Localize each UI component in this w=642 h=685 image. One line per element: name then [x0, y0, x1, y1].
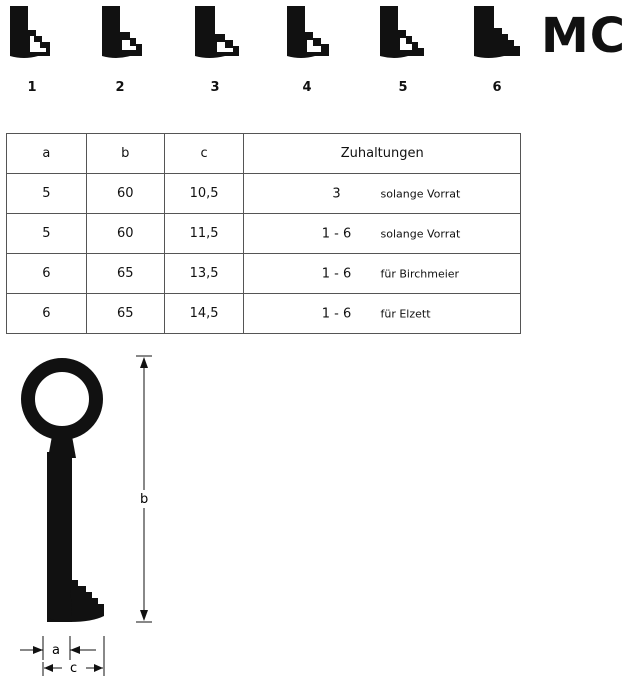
key-silhouette-icon	[28, 365, 104, 622]
zuhaltungen-value: 3	[332, 186, 341, 201]
cell-b: 65	[86, 294, 164, 334]
zuhaltungen-note: solange Vorrat	[380, 187, 461, 200]
key-bit-variant-6-icon	[474, 6, 524, 64]
key-dimension-drawing	[0, 340, 200, 680]
table-header-row	[7, 134, 521, 174]
variant-number-3: 3	[210, 80, 220, 95]
spec-table	[6, 133, 521, 334]
header-c: c	[164, 134, 244, 174]
cell-c: 10,5	[164, 174, 244, 214]
variant-number-2: 2	[115, 80, 125, 95]
cell-zuhaltungen	[244, 294, 521, 334]
dimension-b	[136, 356, 152, 622]
dimension-b-label: b	[140, 492, 149, 507]
cell-b: 65	[86, 254, 164, 294]
key-bit-variant-2-icon	[102, 6, 152, 64]
key-bit-variant-3-icon	[195, 6, 245, 64]
variant-number-6: 6	[492, 80, 502, 95]
header-zuhaltungen: Zuhaltungen	[244, 134, 521, 174]
cell-b: 60	[86, 214, 164, 254]
cell-a: 5	[7, 214, 87, 254]
table-row	[7, 174, 521, 214]
header-a: a	[7, 134, 87, 174]
cell-c: 14,5	[164, 294, 244, 334]
zuhaltungen-value: 1 - 6	[321, 226, 352, 241]
zuhaltungen-value: 1 - 6	[321, 306, 352, 321]
key-bit-variant-4-icon	[287, 6, 337, 64]
cell-a: 6	[7, 254, 87, 294]
cell-zuhaltungen	[244, 254, 521, 294]
cell-c: 11,5	[164, 214, 244, 254]
table-row	[7, 214, 521, 254]
dimension-a-label: a	[52, 643, 60, 658]
cell-zuhaltungen	[244, 174, 521, 214]
zuhaltungen-note: für Elzett	[380, 307, 431, 320]
table-row	[7, 254, 521, 294]
variant-number-5: 5	[398, 80, 408, 95]
brand-mark: MC	[541, 8, 626, 64]
key-bit-variant-1-icon	[10, 6, 60, 64]
cell-a: 6	[7, 294, 87, 334]
table-row	[7, 294, 521, 334]
zuhaltungen-note: solange Vorrat	[380, 227, 461, 240]
cell-c: 13,5	[164, 254, 244, 294]
cell-a: 5	[7, 174, 87, 214]
dimension-c-label: c	[70, 661, 78, 676]
key-bit-variant-5-icon	[380, 6, 430, 64]
zuhaltungen-value: 1 - 6	[321, 266, 352, 281]
header-b: b	[86, 134, 164, 174]
variant-number-1: 1	[27, 80, 37, 95]
variant-number-4: 4	[302, 80, 312, 95]
zuhaltungen-note: für Birchmeier	[380, 267, 460, 280]
cell-b: 60	[86, 174, 164, 214]
cell-zuhaltungen	[244, 214, 521, 254]
